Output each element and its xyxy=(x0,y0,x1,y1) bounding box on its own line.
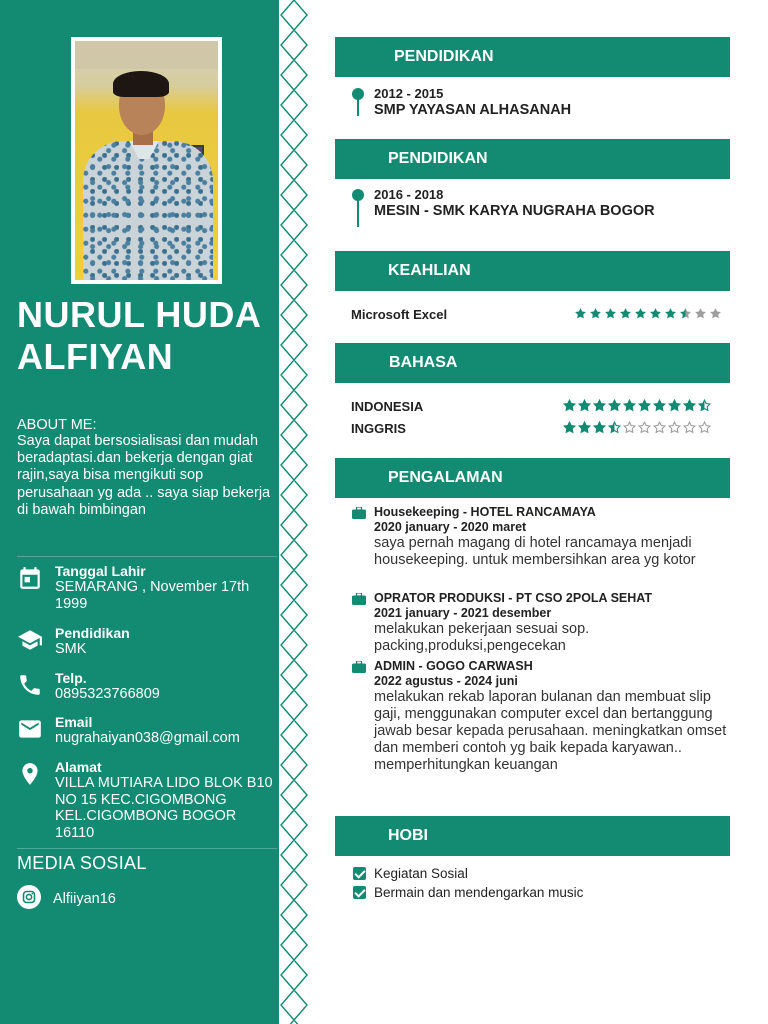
star-icon xyxy=(608,399,621,412)
star-icon xyxy=(578,421,591,434)
star-icon xyxy=(634,307,647,320)
star-icon xyxy=(638,399,651,412)
skills-heading: KEAHLIAN xyxy=(335,251,730,291)
star-icon xyxy=(683,421,696,434)
profile-name: NURUL HUDA ALFIYAN xyxy=(17,294,262,377)
language-rating xyxy=(563,421,711,434)
star-icon xyxy=(638,421,651,434)
phone-icon xyxy=(17,672,43,698)
diamond-pattern-divider xyxy=(279,0,309,1024)
education-info: Pendidikan SMK xyxy=(17,625,279,658)
star-icon xyxy=(694,307,707,320)
hobby-item: Kegiatan Sosial xyxy=(353,866,468,881)
left-sidebar: NURUL HUDA ALFIYAN ABOUT ME: Saya dapat bersosialisasi dan mudah beradaptasi.dan bekerja dengan giat rajin,saya bisa mengikuti sop perusahaan yg ada .. saya siap bekerja di bawah bimbingan Tanggal Lahir SEMARANG , November 17th 1999 Pendidikan SMK Telp. 0895323766809 Email nugrahaiyan038@gmail.com Alamat VILLA MUTIARA LIDO BLOK B10 NO 15 KEC.CIGOMBONG KEL.CIGOMBONG BOGOR 16110 MEDIA SOSIAL Alfiiyan16 xyxy=(0,0,279,1024)
briefcase-icon xyxy=(352,661,366,673)
star-icon xyxy=(664,307,677,320)
language-rating xyxy=(563,399,711,412)
star-icon xyxy=(623,399,636,412)
star-icon xyxy=(619,307,632,320)
checkbox-icon xyxy=(353,867,366,880)
divider xyxy=(17,556,277,557)
address-info: Alamat VILLA MUTIARA LIDO BLOK B10 NO 15 KEC.CIGOMBONG KEL.CIGOMBONG BOGOR 16110 xyxy=(17,759,279,841)
star-icon xyxy=(623,421,636,434)
profile-photo xyxy=(71,37,222,284)
location-pin-icon xyxy=(17,761,43,787)
experience-entry-2: OPRATOR PRODUKSI - PT CSO 2POLA SEHAT 2021 january - 2021 desember melakukan pekerjaan sesuai sop. packing,produksi,pengecekan xyxy=(352,591,732,655)
star-icon xyxy=(709,307,722,320)
email-icon xyxy=(17,716,43,742)
language-name: INGGRIS xyxy=(351,421,406,436)
instagram-icon xyxy=(17,885,41,909)
star-icon xyxy=(668,421,681,434)
star-icon xyxy=(653,399,666,412)
language-heading: BAHASA xyxy=(335,343,730,383)
hobby-heading: HOBI xyxy=(335,816,730,856)
experience-entry-3: ADMIN - GOGO CARWASH 2022 agustus - 2024 juni melakukan rekab laporan bulanan dan membuat slip gaji, menggunakan computer excel dan bertanggung jawab besar kepada perusahaan. meningkatkan omset dan memberi contoh yg baik kepada karyawan.. memperhitungkan keuangan xyxy=(352,659,732,774)
star-icon xyxy=(589,307,602,320)
education-heading-2: PENDIDIKAN xyxy=(335,139,730,179)
star-icon xyxy=(608,421,621,434)
experience-heading: PENGALAMAN xyxy=(335,458,730,498)
star-icon xyxy=(649,307,662,320)
social-media-title: MEDIA SOSIAL xyxy=(17,853,147,873)
star-icon xyxy=(683,399,696,412)
education-entry-1: 2012 - 2015 SMP YAYASAN ALHASANAH xyxy=(352,86,571,119)
briefcase-icon xyxy=(352,593,366,605)
education-entry-2: 2016 - 2018 MESIN - SMK KARYA NUGRAHA BOGOR xyxy=(352,187,655,220)
star-icon xyxy=(679,307,692,320)
star-icon xyxy=(604,307,617,320)
star-icon xyxy=(698,421,711,434)
star-icon xyxy=(593,421,606,434)
star-icon xyxy=(653,421,666,434)
phone-info: Telp. 0895323766809 xyxy=(17,670,279,703)
briefcase-icon xyxy=(352,507,366,519)
divider xyxy=(17,848,277,849)
checkbox-icon xyxy=(353,886,366,899)
skill-name: Microsoft Excel xyxy=(351,307,448,322)
star-icon xyxy=(578,399,591,412)
about-title: ABOUT ME: xyxy=(17,417,97,433)
star-icon xyxy=(563,399,576,412)
experience-entry-1: Housekeeping - HOTEL RANCAMAYA 2020 january - 2020 maret saya pernah magang di hotel rancamaya menjadi housekeeping. untuk membersihkan area yg kotor xyxy=(352,505,732,569)
hobby-item: Bermain dan mendengarkan music xyxy=(353,885,583,900)
language-name: INDONESIA xyxy=(351,399,424,414)
calendar-icon xyxy=(17,565,43,591)
star-icon xyxy=(574,307,587,320)
about-text: Saya dapat bersosialisasi dan mudah beradaptasi.dan bekerja dengan giat rajin,saya bisa mengikuti sop perusahaan yg ada .. saya siap bekerja di bawah bimbingan xyxy=(17,433,271,518)
star-icon xyxy=(668,399,681,412)
graduation-cap-icon xyxy=(17,627,43,653)
education-heading-1: PENDIDIKAN xyxy=(335,37,730,77)
birth-info: Tanggal Lahir SEMARANG , November 17th 1999 xyxy=(17,563,279,612)
star-icon xyxy=(698,399,711,412)
skill-rating xyxy=(574,307,722,320)
email-info: Email nugrahaiyan038@gmail.com xyxy=(17,714,279,747)
star-icon xyxy=(563,421,576,434)
star-icon xyxy=(593,399,606,412)
